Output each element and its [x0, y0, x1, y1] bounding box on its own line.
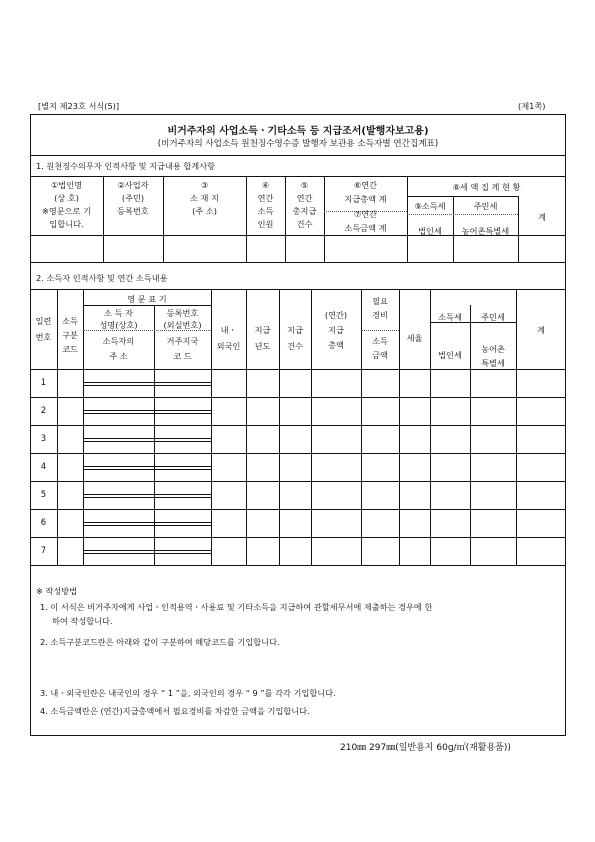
row-number: 6: [40, 518, 47, 528]
row-number: 1: [40, 378, 47, 388]
s2-regno: 등록번호 (외실번호): [163, 308, 202, 330]
s2-domestic: 내ㆍ 외국인: [216, 325, 241, 351]
s1-income-tax: ⑨소득세: [414, 201, 446, 211]
row-number: 5: [40, 490, 47, 500]
s1-total: 계: [538, 212, 546, 222]
note-4: 4. 소득금액란은 (연간)지급총액에서 필요경비를 차감한 금액을 기입합니다.: [40, 706, 310, 716]
page-label: (제1쪽): [518, 101, 546, 111]
section2-heading: 2. 소득자 인적사항 및 연간 소득내용: [36, 273, 168, 283]
s2-year: 지급 년도: [254, 325, 271, 351]
s1-col6: ⑥연간 지급총액 계 ⑦연간 소득금액 계: [344, 180, 387, 233]
s2-expense: 필요 경비: [372, 296, 388, 320]
notes-heading: ※ 작성방법: [36, 586, 78, 596]
s2-tax-rate: 세율: [406, 333, 423, 343]
row-number: 7: [40, 546, 47, 556]
s2-total: (연간) 지급 총액: [324, 310, 348, 350]
s1-col3: ③ 소 재 지 (주 소): [190, 180, 219, 216]
row-number: 4: [40, 462, 47, 472]
s2-name: 소 득 자 성명(상호): [99, 308, 138, 330]
s1-rural-tax: 농어촌특별세: [461, 226, 510, 236]
s2-sum: 계: [537, 325, 545, 335]
s1-col1: ①법인명 (상 호) ※영문으로 기 입합니다.: [41, 180, 91, 229]
paper-spec: 210㎜ 297㎜(일반용지 60g/㎡(재활용품)): [340, 743, 511, 753]
s1-col2: ②사업자 (주민) 등록번호: [117, 180, 149, 216]
s2-income-amount: 소득 금액: [372, 336, 388, 360]
section1-heading: 1. 원천징수의무자 인적사항 및 지급내용 합계사항: [36, 161, 216, 171]
s1-col4: ④ 연간 소득 인원: [257, 180, 274, 229]
note-1a: 1. 이 서식은 비거주자에게 사업ㆍ인적용역ㆍ사용료 및 기타소득을 지급하여 관할세무서에 제출하는 경우에 한: [40, 602, 433, 612]
s2-serial: 일련 번호: [35, 316, 52, 342]
s2-resident-tax: 주민세: [481, 312, 505, 322]
form-title: 비거주자의 사업소득ㆍ기타소득 등 지급조서(발행자보고용): [167, 126, 429, 137]
s2-english: 영 문 표 기: [127, 294, 167, 304]
s1-resident-tax: 주민세: [473, 201, 498, 211]
note-2: 2. 소득구분코드란은 아래와 같이 구분하여 해당코드를 기입합니다.: [40, 637, 280, 647]
s2-address: 소득자의 주 소: [102, 336, 135, 361]
form-subtitle: (비거주자의 사업소득 원천징수영수증 발행자 보관용 소득자별 연간집계표): [157, 139, 439, 149]
s2-corp-tax: 법인세: [438, 350, 462, 360]
s2-count: 지급 건수: [287, 325, 303, 351]
s1-col5: ⑤ 연간 총지급 건수: [292, 180, 317, 229]
row-number: 3: [40, 434, 47, 444]
row-number: 2: [40, 406, 47, 416]
s2-income-type: 소득 구분 코드: [62, 316, 78, 354]
s2-country: 거주지국 코 드: [166, 336, 199, 361]
s2-rural-tax: 농어촌 특별세: [481, 344, 505, 368]
note-1b: 하여 작성합니다.: [52, 616, 113, 626]
form-code: [별지 제23호 서식(5)]: [38, 101, 120, 111]
note-3: 3. 내ㆍ외국인란은 내국인의 경우 “ 1 ”을, 외국인의 경우 “ 9 ”를 각각 기입합니다.: [40, 688, 336, 698]
s1-tax-summary: ⑧세 액 집 계 현 황: [452, 182, 521, 192]
s1-corp-tax: 법인세: [418, 226, 442, 236]
s2-income-tax: 소득세: [438, 312, 462, 322]
